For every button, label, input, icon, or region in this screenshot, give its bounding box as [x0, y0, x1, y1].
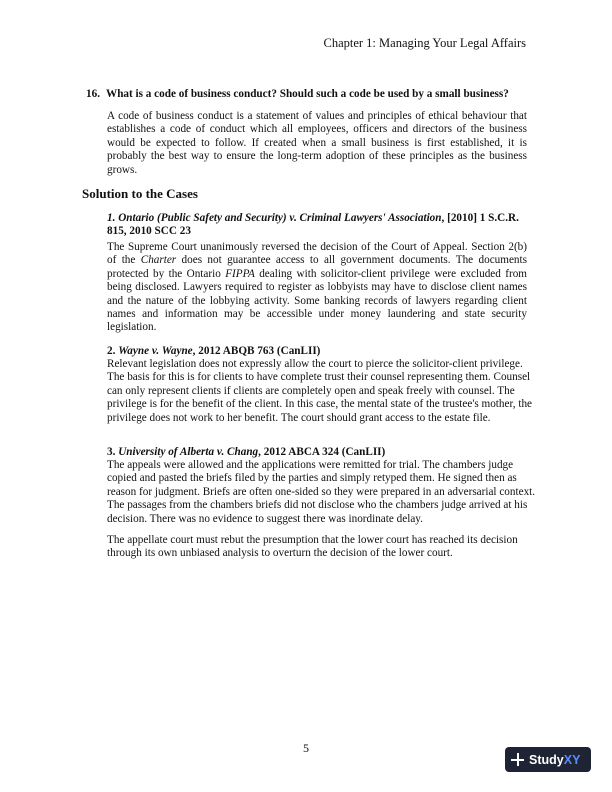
- case-1-title: [107, 212, 527, 239]
- case-3-body-2: The appellate court must rebut the presumption that the lower court has reached its decision through its own unbiased analysis to overturn the decision of the lower court.: [107, 534, 518, 560]
- case-1-text-c: dealing with solicitor-client privilege were excluded from being disclosed. Lawyers required to register as lobbyists may have to disclose client names and the nature of the lobbying activity. Some banking records of lawyers regarding client names and information may be accessible under money laundering and state security legislation.: [107, 267, 527, 334]
- chapter-header: Chapter 1: Managing Your Legal Affairs: [323, 36, 526, 50]
- case-1-name: 1. Ontario (Public Safety and Security) v. Criminal Lawyers' Association: [107, 212, 442, 224]
- case-1-charter: Charter: [140, 254, 177, 267]
- case-1-text-b: does not guarantee access to all government documents. The documents protected by the Ontario: [107, 254, 527, 280]
- plus-icon: [511, 753, 524, 766]
- case-1-citation: , [2010] 1 S.C.R. 815, 2010 SCC 23: [107, 212, 519, 238]
- brand-xy: XY: [563, 752, 581, 767]
- case-1-text-a: The Supreme Court unanimously reversed the decision of the Court of Appeal. Section 2(b) of the: [107, 241, 527, 267]
- case-2-name: Wayne v. Wayne: [118, 345, 193, 357]
- studyxy-watermark[interactable]: [505, 747, 591, 772]
- brand-study: Study: [529, 752, 564, 767]
- question-16: [86, 88, 526, 100]
- section-title: Solution to the Cases: [82, 186, 198, 201]
- case-2-body: Relevant legislation does not expressly allow the court to pierce the solicitor-client privilege. The basis for this is for clients to have complete trust their counsel representing them. Counsel can only represent clients if clients are completely open and speak freely with counsel. The privilege is for the benefit of the client. In this case, the mental state of the trustee's mother, the privilege does not work to her benefit. The court should grant access to the estate file.: [107, 358, 532, 424]
- case-3-name: University of Alberta v. Chang: [118, 446, 259, 458]
- question-text: What is a code of business conduct? Should such a code be used by a small business?: [106, 88, 509, 100]
- page-number: 5: [303, 741, 309, 755]
- case-3-title: [107, 446, 527, 459]
- case-3-body: The appeals were allowed and the applications were remitted for trial. The chambers judge copied and pasted the briefs filed by the parties and simply retyped them. He signed then as reason for judgment. Briefs are often one-sided so they were prepared in an adversarial context. The passages from the chambers briefs did not disclose who the chambers judge arrived at his decision. There was no evidence to suggest there was inordinate delay.: [107, 459, 536, 525]
- case-2-number: 2.: [107, 345, 119, 357]
- case-3-citation: , 2012 ABCA 324 (CanLII): [258, 446, 386, 458]
- question-number: 16.: [86, 88, 100, 100]
- case-1-body: [107, 241, 527, 335]
- case-1-fippa: FIPPA: [225, 267, 255, 280]
- case-2-title: [107, 345, 527, 358]
- case-2-citation: , 2012 ABQB 763 (CanLII): [192, 345, 321, 357]
- question-answer: A code of business conduct is a statement of values and principles of ethical behaviour that establishes a code of conduct which all employees, officers and directors of the business would be expected to follow. If created when a small business is first established, it is probably the best way to ensure the long-term adoption of these principles as the business grows.: [107, 110, 527, 176]
- case-3-number: 3.: [107, 446, 119, 458]
